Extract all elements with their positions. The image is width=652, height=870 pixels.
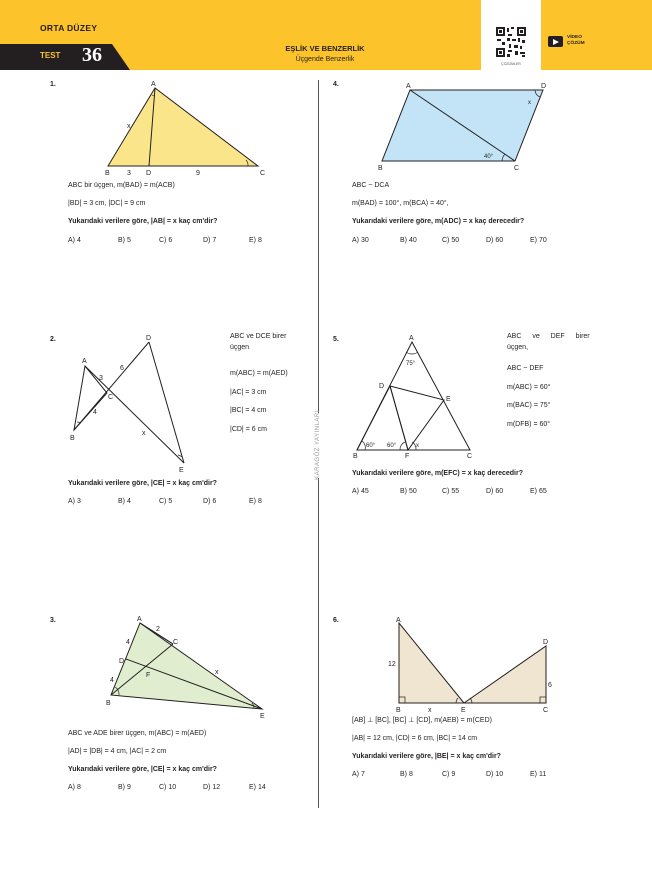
question-3-lengths: |AD| = |DB| = 4 cm, |AC| = 2 cm	[68, 748, 167, 755]
choice-a[interactable]: A) 3	[68, 498, 81, 505]
question-2-prompt: Yukarıdaki verilere göre, |CE| = x kaç cm'dir?	[68, 480, 217, 487]
question-5-choices	[352, 488, 592, 498]
choice-c[interactable]: C) 55	[442, 488, 460, 495]
question-6-prompt: Yukarıdaki verilere göre, |BE| = x kaç cm'dir?	[352, 753, 501, 760]
svg-text:9: 9	[196, 170, 200, 177]
svg-text:x: x	[215, 669, 219, 676]
question-1-premise: ABC bir üçgen, m(BAD) = m(ACB)	[68, 182, 175, 189]
question-5-figure	[350, 332, 485, 460]
question-1-choices	[68, 237, 308, 247]
svg-text:B: B	[70, 435, 75, 442]
svg-text:B: B	[106, 700, 111, 707]
svg-text:x: x	[416, 443, 419, 449]
question-4-angles: m(BAD) = 100°, m(BCA) = 40°,	[352, 200, 449, 207]
svg-text:x: x	[528, 100, 531, 106]
svg-text:12: 12	[388, 661, 396, 668]
question-4-prompt: Yukarıdaki verilere göre, m(ADC) = x kaç derecedir?	[352, 218, 525, 225]
video-solution-label[interactable]: VİDEO ÇÖZÜM	[567, 35, 585, 46]
question-2-number: 2.	[50, 336, 56, 343]
choice-b[interactable]: B) 9	[118, 784, 131, 791]
test-number: 36	[82, 44, 102, 66]
question-5-prompt: Yukarıdaki verilere göre, m(EFC) = x kaç derecedir?	[352, 470, 523, 477]
question-5-number: 5.	[333, 336, 339, 343]
question-3-prompt: Yukarıdaki verilere göre, |CE| = x kaç cm'dir?	[68, 766, 217, 773]
video-play-icon[interactable]	[548, 36, 563, 47]
qr-caption: ÇÖZÜMLER	[501, 62, 521, 66]
choice-b[interactable]: B) 4	[118, 498, 131, 505]
svg-text:6: 6	[548, 682, 552, 689]
choice-e[interactable]: E) 70	[530, 237, 547, 244]
publisher-side-label: KARAGÖZ YAYINLARI	[315, 410, 321, 480]
svg-text:C: C	[543, 707, 549, 713]
choice-e[interactable]: E) 8	[249, 498, 262, 505]
question-6-figure	[385, 613, 560, 713]
svg-text:6: 6	[120, 365, 124, 372]
choice-e[interactable]: E) 65	[530, 488, 547, 495]
svg-text:C: C	[260, 170, 266, 177]
question-4-similarity: ABC ~ DCA	[352, 182, 390, 189]
question-2-choices	[68, 498, 308, 508]
svg-text:C: C	[514, 165, 520, 172]
choice-c[interactable]: C) 5	[159, 498, 173, 505]
svg-text:3: 3	[127, 170, 131, 177]
test-label: TEST	[40, 51, 61, 60]
svg-text:C: C	[173, 639, 179, 646]
svg-text:D: D	[379, 383, 385, 390]
svg-text:4: 4	[93, 409, 97, 416]
question-3-figure	[100, 613, 272, 723]
svg-text:E: E	[260, 713, 265, 720]
question-5-given: ABC ve DEF birer üçgen, ABC ~ DEF m(ABC) = 60° m(BAC) = 75° m(DFB) = 60°	[507, 333, 590, 428]
svg-text:x: x	[428, 707, 432, 713]
choice-b[interactable]: B) 8	[400, 771, 413, 778]
question-1-figure	[100, 78, 275, 178]
question-2-given: ABC ve DCE birer üçgen m(ABC) = m(AED) |AC| = 3 cm |BC| = 4 cm |CD| = 6 cm	[230, 333, 288, 433]
qr-code-icon[interactable]	[495, 26, 527, 58]
svg-text:F: F	[146, 672, 151, 679]
question-1-lengths: |BD| = 3 cm, |DC| = 9 cm	[68, 200, 146, 207]
svg-text:x: x	[142, 430, 146, 437]
svg-text:A: A	[137, 616, 142, 623]
svg-text:B: B	[105, 170, 110, 177]
svg-text:E: E	[179, 467, 184, 474]
question-6-number: 6.	[333, 617, 339, 624]
svg-text:D: D	[146, 335, 152, 342]
svg-text:3: 3	[99, 375, 103, 382]
choice-d[interactable]: D) 6	[203, 498, 217, 505]
question-1-prompt: Yukarıdaki verilere göre, |AB| = x kaç cm'dir?	[68, 218, 218, 225]
choice-d[interactable]: D) 60	[486, 237, 504, 244]
svg-text:B: B	[378, 165, 383, 172]
svg-text:A: A	[82, 358, 87, 365]
svg-text:60°: 60°	[387, 443, 397, 449]
svg-text:E: E	[446, 396, 451, 403]
svg-text:x: x	[127, 123, 131, 130]
choice-c[interactable]: C) 10	[159, 784, 177, 791]
question-3-number: 3.	[50, 617, 56, 624]
page-title: EŞLİK VE BENZERLİK	[285, 44, 365, 53]
choice-c[interactable]: C) 9	[442, 771, 456, 778]
svg-text:D: D	[541, 83, 547, 90]
choice-d[interactable]: D) 12	[203, 784, 221, 791]
page-subtitle: Üçgende Benzerlik	[295, 56, 355, 63]
svg-text:B: B	[353, 453, 358, 460]
svg-text:40°: 40°	[484, 154, 494, 160]
choice-a[interactable]: A) 4	[68, 237, 81, 244]
choice-e[interactable]: E) 8	[249, 237, 262, 244]
question-6-premise: [AB] ⊥ [BC], [BC] ⊥ [CD], m(AEB) = m(CED)	[352, 717, 492, 724]
choice-a[interactable]: A) 30	[352, 237, 369, 244]
choice-b[interactable]: B) 50	[400, 488, 417, 495]
svg-text:2: 2	[156, 626, 160, 633]
svg-text:A: A	[151, 81, 156, 88]
question-6-choices	[352, 771, 592, 781]
svg-text:F: F	[405, 453, 410, 460]
svg-text:4: 4	[126, 639, 130, 646]
choice-c[interactable]: C) 50	[442, 237, 460, 244]
svg-text:A: A	[396, 617, 401, 624]
svg-text:D: D	[119, 658, 125, 665]
svg-text:75°: 75°	[406, 361, 416, 367]
choice-a[interactable]: A) 45	[352, 488, 369, 495]
choice-b[interactable]: B) 5	[118, 237, 131, 244]
svg-text:C: C	[467, 453, 473, 460]
choice-a[interactable]: A) 8	[68, 784, 81, 791]
choice-b[interactable]: B) 40	[400, 237, 417, 244]
choice-e[interactable]: E) 11	[530, 771, 547, 778]
question-6-lengths: |AB| = 12 cm, |CD| = 6 cm, |BC| = 14 cm	[352, 735, 478, 742]
svg-text:D: D	[146, 170, 152, 177]
choice-c[interactable]: C) 6	[159, 237, 173, 244]
choice-e[interactable]: E) 14	[249, 784, 266, 791]
svg-text:4: 4	[110, 677, 114, 684]
svg-text:60°: 60°	[366, 443, 376, 449]
choice-a[interactable]: A) 7	[352, 771, 365, 778]
question-2-figure	[65, 330, 205, 475]
difficulty-level: ORTA DÜZEY	[40, 23, 98, 33]
svg-text:A: A	[409, 335, 414, 342]
choice-d[interactable]: D) 10	[486, 771, 504, 778]
question-4-figure	[375, 78, 555, 173]
svg-text:B: B	[396, 707, 401, 713]
test-tab	[0, 44, 130, 70]
svg-text:A: A	[406, 83, 411, 90]
svg-text:E: E	[461, 707, 466, 713]
choice-d[interactable]: D) 60	[486, 488, 504, 495]
question-3-choices	[68, 784, 308, 794]
choice-d[interactable]: D) 7	[203, 237, 217, 244]
question-4-number: 4.	[333, 81, 339, 88]
svg-text:D: D	[543, 639, 549, 646]
question-4-choices	[352, 237, 592, 247]
question-3-premise: ABC ve ADE birer üçgen, m(ABC) = m(AED)	[68, 730, 207, 737]
question-1-number: 1.	[50, 81, 56, 88]
svg-text:C: C	[108, 394, 114, 401]
